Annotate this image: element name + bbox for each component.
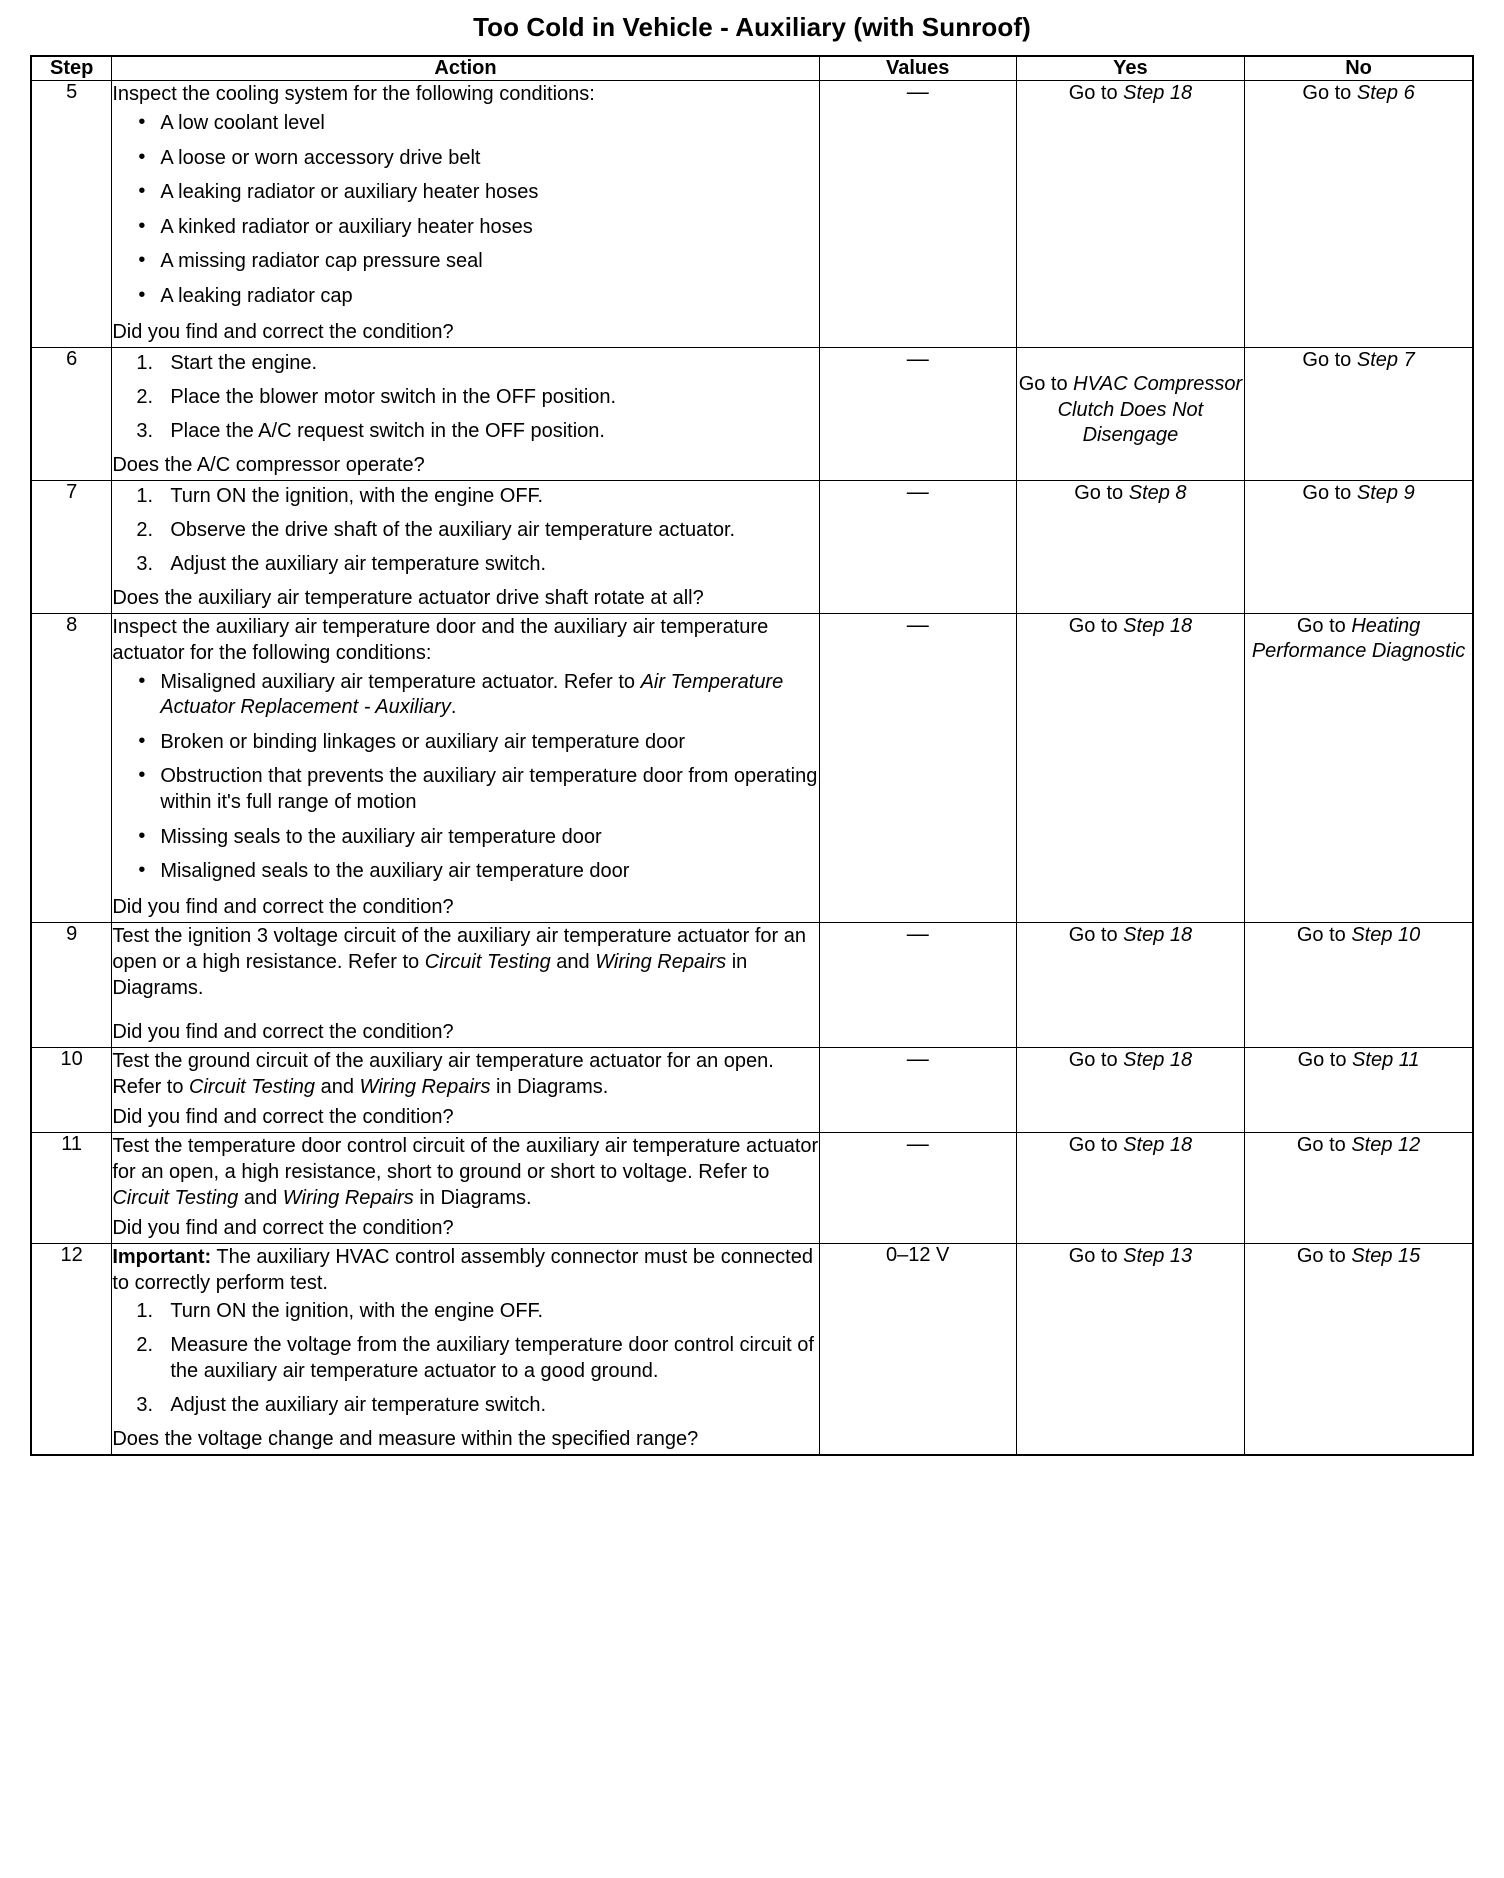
yes-prefix: Go to — [1068, 923, 1124, 946]
yes-reference: HVAC Compressor Clutch Does Not Disengage — [1057, 373, 1243, 447]
action-body-post: in Diagrams. — [490, 1075, 609, 1098]
no-prefix: Go to — [1296, 923, 1352, 946]
list-item: Turn ON the ignition, with the engine OFF. — [170, 1299, 544, 1322]
step-number: 7 — [31, 480, 112, 613]
action-body-text: Test the temperature door control circuit of the auxiliary air temperature actuator for an open, a high resistance, short to ground or short to voltage. Refer to — [112, 1134, 819, 1183]
values-text: — — [906, 1130, 929, 1156]
action-bullet-list — [112, 670, 818, 885]
action-question: Does the voltage change and measure within the specified range? — [112, 1427, 699, 1450]
step-number: 8 — [31, 613, 112, 922]
list-item-tail: . — [450, 696, 457, 719]
list-item: Adjust the auxiliary air temperature switch. — [170, 552, 547, 575]
list-item: • A leaking radiator cap — [134, 284, 818, 310]
action-important — [112, 1244, 818, 1296]
values-text: — — [906, 611, 929, 637]
no-reference: Step 15 — [1351, 1244, 1421, 1267]
action-question: Did you find and correct the condition? — [112, 895, 454, 918]
action-body — [112, 1048, 818, 1100]
yes-cell — [1016, 1132, 1244, 1243]
action-body-post: in Diagrams. — [413, 1186, 532, 1209]
step-number: 10 — [31, 1047, 112, 1132]
action-body-text: Test the ignition 3 voltage circuit of the auxiliary air temperature actuator for an open or a high resistance. Refer to — [112, 924, 807, 973]
values-text: 0–12 V — [886, 1243, 950, 1266]
column-header-values: Values — [819, 56, 1016, 81]
step-number: 6 — [31, 347, 112, 480]
yes-cell — [1016, 81, 1244, 348]
yes-reference: Step 8 — [1128, 481, 1187, 504]
column-header-step: Step — [31, 56, 112, 81]
action-reference-1: Circuit Testing — [112, 1186, 239, 1209]
yes-cell — [1016, 480, 1244, 613]
action-cell — [112, 613, 819, 922]
list-item-text: Misaligned auxiliary air temperature actuator. Refer to — [160, 670, 641, 693]
no-prefix: Go to — [1296, 614, 1352, 637]
action-intro: Inspect the auxiliary air temperature door and the auxiliary air temperature actuator for the following conditions: — [112, 615, 769, 664]
list-item: • A leaking radiator or auxiliary heater hoses — [134, 180, 818, 206]
no-cell — [1245, 922, 1473, 1047]
no-cell — [1245, 81, 1473, 348]
action-body-post: in Diagrams. — [112, 950, 748, 999]
step-number: 12 — [31, 1243, 112, 1455]
list-item: Adjust the auxiliary air temperature switch. — [170, 1393, 547, 1416]
column-header-yes: Yes — [1016, 56, 1244, 81]
action-numbered-list — [112, 1298, 818, 1418]
list-item: • A loose or worn accessory drive belt — [134, 146, 818, 172]
action-body-text: Test the ground circuit of the auxiliary air temperature actuator for an open. Refer to — [112, 1049, 774, 1098]
action-question: Does the A/C compressor operate? — [112, 453, 425, 476]
action-reference-2: Wiring Repairs — [359, 1075, 491, 1098]
action-body-mid: and — [550, 950, 596, 973]
list-item: • A low coolant level — [134, 111, 818, 137]
no-prefix: Go to — [1296, 1244, 1352, 1267]
no-reference: Step 11 — [1352, 1048, 1420, 1071]
values-text: — — [906, 920, 929, 946]
yes-prefix: Go to — [1068, 82, 1124, 104]
action-reference-1: Circuit Testing — [424, 950, 551, 973]
column-header-no: No — [1245, 56, 1473, 81]
yes-reference: Step 18 — [1123, 1133, 1193, 1156]
yes-reference: Step 18 — [1123, 614, 1193, 637]
list-item: Place the A/C request switch in the OFF position. — [170, 419, 605, 442]
action-reference-2: Wiring Repairs — [595, 950, 727, 973]
action-numbered-list — [112, 350, 818, 444]
important-label: Important: — [112, 1245, 212, 1268]
no-cell — [1245, 1132, 1473, 1243]
yes-prefix: Go to — [1068, 1244, 1124, 1267]
list-item: • A missing radiator cap pressure seal — [134, 249, 818, 275]
values-cell — [819, 1047, 1016, 1132]
step-number: 11 — [31, 1132, 112, 1243]
table-row — [31, 480, 1473, 613]
no-prefix: Go to — [1297, 1048, 1353, 1071]
page-title: Too Cold in Vehicle - Auxiliary (with Sunroof) — [473, 12, 1031, 42]
list-item: Observe the drive shaft of the auxiliary air temperature actuator. — [170, 518, 736, 541]
values-text: — — [906, 345, 929, 371]
action-body-mid: and — [238, 1186, 283, 1209]
yes-prefix: Go to — [1068, 614, 1124, 637]
action-body — [112, 1133, 818, 1211]
action-cell — [112, 81, 819, 348]
action-question: Did you find and correct the condition? — [112, 1216, 454, 1239]
values-text: — — [906, 79, 929, 104]
no-prefix: Go to — [1302, 348, 1357, 371]
values-cell — [819, 480, 1016, 613]
table-row — [31, 1243, 1473, 1455]
list-item: • Broken or binding linkages or auxiliary air temperature door — [134, 730, 818, 756]
action-cell — [112, 480, 819, 613]
yes-reference: Step 18 — [1123, 1048, 1193, 1071]
no-reference: Step 6 — [1356, 82, 1415, 104]
list-item: • Missing seals to the auxiliary air temperature door — [134, 825, 818, 851]
no-prefix: Go to — [1302, 82, 1357, 104]
list-item: Start the engine. — [170, 351, 318, 374]
yes-reference: Step 18 — [1123, 923, 1193, 946]
list-item: • Misaligned seals to the auxiliary air temperature door — [134, 859, 818, 885]
yes-prefix: Go to — [1074, 481, 1129, 504]
list-item: • A kinked radiator or auxiliary heater hoses — [134, 215, 818, 241]
action-cell — [112, 1243, 819, 1455]
yes-prefix: Go to — [1018, 373, 1074, 396]
list-item: Turn ON the ignition, with the engine OFF. — [170, 484, 544, 507]
yes-prefix: Go to — [1068, 1048, 1124, 1071]
no-cell — [1245, 1047, 1473, 1132]
yes-prefix: Go to — [1068, 1133, 1124, 1156]
table-header-row — [31, 56, 1473, 81]
important-text: The auxiliary HVAC control assembly connector must be connected to correctly perform test. — [112, 1245, 813, 1294]
action-cell — [112, 1132, 819, 1243]
values-cell — [819, 1132, 1016, 1243]
action-cell — [112, 1047, 819, 1132]
action-intro: Inspect the cooling system for the following conditions: — [112, 83, 595, 105]
action-question: Does the auxiliary air temperature actuator drive shaft rotate at all? — [112, 586, 704, 609]
values-text: — — [906, 478, 929, 504]
no-prefix: Go to — [1302, 481, 1357, 504]
column-header-action: Action — [112, 56, 819, 81]
action-body — [112, 923, 818, 1001]
diagnostic-table — [30, 55, 1474, 1456]
values-cell — [819, 922, 1016, 1047]
list-item-reference: Air Temperature Actuator Replacement - Auxiliary — [160, 670, 784, 719]
action-question: Did you find and correct the condition? — [112, 1105, 454, 1128]
yes-cell — [1016, 922, 1244, 1047]
yes-cell — [1016, 1243, 1244, 1455]
step-number: 9 — [31, 922, 112, 1047]
list-item: • Obstruction that prevents the auxiliary air temperature door from operating within it's full range of motion — [134, 764, 818, 815]
yes-cell — [1016, 347, 1244, 480]
action-bullet-list — [112, 111, 818, 310]
no-cell — [1245, 613, 1473, 922]
no-prefix: Go to — [1296, 1133, 1352, 1156]
values-cell — [819, 347, 1016, 480]
table-row — [31, 1132, 1473, 1243]
no-cell — [1245, 347, 1473, 480]
action-numbered-list — [112, 483, 818, 577]
values-cell — [819, 81, 1016, 348]
action-reference-2: Wiring Repairs — [282, 1186, 414, 1209]
table-row — [31, 1047, 1473, 1132]
action-cell — [112, 922, 819, 1047]
no-reference: Step 12 — [1351, 1133, 1421, 1156]
action-body-mid: and — [315, 1075, 360, 1098]
table-row — [31, 81, 1473, 348]
no-reference: Step 10 — [1351, 923, 1421, 946]
values-cell — [819, 1243, 1016, 1455]
values-cell — [819, 613, 1016, 922]
no-reference: Heating Performance Diagnostic — [1251, 614, 1466, 663]
values-text: — — [906, 1045, 929, 1071]
yes-cell — [1016, 613, 1244, 922]
step-number: 5 — [31, 81, 112, 348]
list-item: Measure the voltage from the auxiliary temperature door control circuit of the auxiliary air temperature actuator to a good ground. — [170, 1333, 814, 1382]
no-cell — [1245, 1243, 1473, 1455]
no-reference: Step 7 — [1356, 348, 1415, 371]
table-row — [31, 347, 1473, 480]
yes-reference: Step 18 — [1123, 82, 1193, 104]
no-cell — [1245, 480, 1473, 613]
action-question: Did you find and correct the condition? — [112, 1020, 454, 1043]
list-item — [134, 670, 818, 721]
no-reference: Step 9 — [1356, 481, 1415, 504]
table-row — [31, 922, 1473, 1047]
table-row — [31, 613, 1473, 922]
action-cell — [112, 347, 819, 480]
action-reference-1: Circuit Testing — [189, 1075, 316, 1098]
yes-cell — [1016, 1047, 1244, 1132]
action-question: Did you find and correct the condition? — [112, 320, 454, 343]
list-item: Place the blower motor switch in the OFF position. — [170, 385, 617, 408]
yes-reference: Step 13 — [1123, 1244, 1193, 1267]
